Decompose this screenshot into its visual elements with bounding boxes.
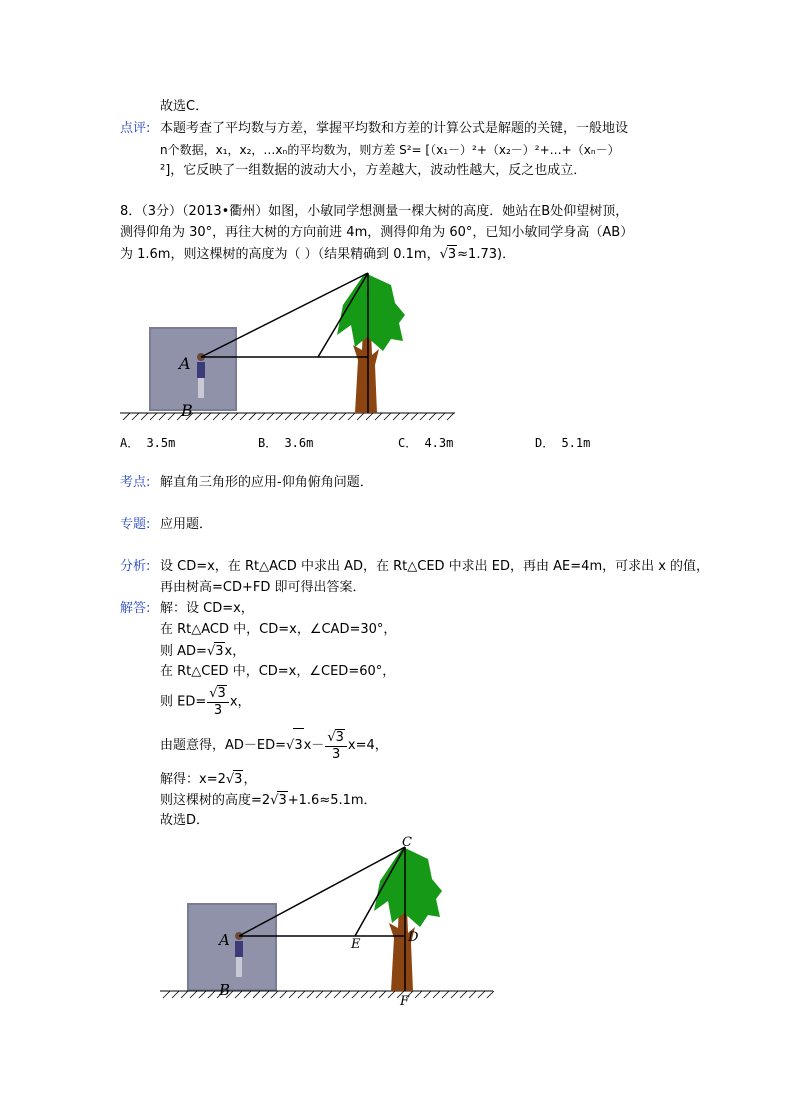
option-d: D． 5.1m (535, 436, 591, 450)
hatch-mark (262, 991, 269, 998)
hatch-mark (253, 991, 260, 998)
hatch-mark (168, 413, 175, 420)
solution-line-4: 在 Rt△CED 中，CD=x，∠CED=60°， (160, 664, 396, 679)
hatch-mark (150, 413, 157, 420)
solution-line-5: 则 ED= $\frac{√3}{3}$ x， (160, 686, 251, 718)
hatch-mark (141, 413, 148, 420)
hatch-mark (303, 413, 310, 420)
label-a: A (179, 354, 191, 373)
hatch-mark (429, 413, 436, 420)
label-e: E (351, 937, 361, 952)
label-c: C (402, 835, 412, 850)
hatch-mark (132, 413, 139, 420)
review-line-1: 本题考查了平均数与方差，掌握平均数和方差的计算公式是解题的关键，一般地设 (160, 121, 629, 136)
girl-figure (197, 353, 205, 398)
solution-line-8: 则这棵树的高度=2√3+1.6≈5.1m． (160, 793, 377, 808)
hatch-mark (199, 991, 206, 998)
hatch-mark (276, 413, 283, 420)
figure-1 (115, 265, 465, 425)
hatch-mark (163, 991, 170, 998)
figure-2 (155, 835, 500, 1010)
hatch-mark (325, 991, 332, 998)
hatch-mark (213, 413, 220, 420)
hatch-mark (442, 991, 449, 998)
hatch-mark (415, 991, 422, 998)
hatch-mark (289, 991, 296, 998)
option-c: C． 4.3m (398, 436, 454, 450)
hatch-mark (316, 991, 323, 998)
hatch-mark (267, 413, 274, 420)
hatch-mark (222, 413, 229, 420)
label-b: B (181, 401, 193, 420)
zhuanti-text: 应用题． (160, 517, 213, 532)
hatch-mark (411, 413, 418, 420)
fenxi-line-2: 再由树高=CD+FD 即可得出答案． (160, 580, 366, 595)
hatch-mark (393, 413, 400, 420)
hatch-mark (204, 413, 211, 420)
hatch-mark (244, 991, 251, 998)
hatch-mark (123, 413, 130, 420)
hatch-mark (451, 991, 458, 998)
hatch-mark (280, 991, 287, 998)
label-b: B (219, 981, 231, 999)
review-line-3: ²]，它反映了一组数据的波动大小，方差越大，波动性越大，反之也成立． (160, 163, 587, 178)
solution-line-3: 则 AD=√3x， (160, 644, 246, 659)
solution-line-9: 故选D． (160, 813, 210, 828)
hatch-mark (469, 991, 476, 998)
label-f: F (400, 994, 410, 1009)
hatch-mark (366, 413, 373, 420)
tree (374, 847, 442, 991)
hatch-mark (312, 413, 319, 420)
hatch-mark (348, 413, 355, 420)
hatch-mark (307, 991, 314, 998)
hatch-mark (375, 413, 382, 420)
building (149, 327, 237, 411)
hatch-mark (420, 413, 427, 420)
solution-line-7: 解得：x=2√3， (160, 772, 257, 787)
label-d: D (408, 930, 419, 945)
hatch-mark (208, 991, 215, 998)
hatch-mark (388, 991, 395, 998)
label-a: A (219, 931, 230, 949)
hatch-mark (433, 991, 440, 998)
hatch-mark (438, 413, 445, 420)
hatch-mark (384, 413, 391, 420)
jieda-tag: 解答: (120, 601, 151, 616)
hatch-mark (235, 991, 242, 998)
question-line-3: 为 1.6m，则这棵树的高度为（ ）（结果精确到 0.1m，√3≈1.73)． (120, 247, 516, 262)
hatch-mark (285, 413, 292, 420)
hatch-mark (379, 991, 386, 998)
question-line-1: 8．（3分）（2013•衢州）如图，小敏同学想测量一棵大树的高度．她站在B处仰望树顶， (120, 204, 629, 219)
hatch-mark (258, 413, 265, 420)
hatch-mark (357, 413, 364, 420)
fenxi-line-1: 设 CD=x，在 Rt△ACD 中求出 AD，在 Rt△CED 中求出 ED，再由 AE=4m，可求出 x 的值， (160, 559, 710, 574)
hatch-mark (478, 991, 485, 998)
hatch-mark (294, 413, 301, 420)
question-line-2: 测得仰角为 30°，再往大树的方向前进 4m，测得仰角为 60°，已知小敏同学身高（AB） (120, 225, 634, 240)
solution-line-2: 在 Rt△ACD 中，CD=x，∠CAD=30°， (160, 622, 397, 637)
tree (337, 273, 405, 413)
kaodian-text: 解直角三角形的应用-仰角俯角问题． (160, 475, 373, 490)
kaodian-tag: 考点: (120, 475, 151, 490)
hatch-mark (370, 991, 377, 998)
hatch-mark (460, 991, 467, 998)
hatch-mark (343, 991, 350, 998)
ground-hatching (123, 413, 454, 420)
hatch-mark (339, 413, 346, 420)
option-b: B． 3.6m (258, 436, 314, 450)
review-line-2: n个数据，x₁，x₂，…xₙ的平均数为，则方差 S²= [（x₁－）²+（x₂－）²+…+（xₙ－） (160, 143, 620, 157)
hatch-mark (240, 413, 247, 420)
hatch-mark (487, 991, 494, 998)
hatch-mark (195, 413, 202, 420)
solution-line-1: 解：设 CD=x， (160, 601, 254, 616)
hatch-mark (447, 413, 454, 420)
hatch-mark (330, 413, 337, 420)
fenxi-tag: 分析: (120, 559, 151, 574)
solution-line-6: 由题意得，AD－ED=√3x－ $\frac{√3}{3}$ x=4， (160, 729, 388, 762)
hatch-mark (334, 991, 341, 998)
hatch-mark (231, 413, 238, 420)
review-tag: 点评: (120, 121, 151, 136)
hatch-mark (249, 413, 256, 420)
ground-hatching (163, 991, 494, 998)
hatch-mark (402, 413, 409, 420)
girl-figure (235, 932, 243, 977)
hatch-mark (190, 991, 197, 998)
sqrt-3: √3 (439, 247, 457, 262)
conclusion-prev: 故选C． (160, 99, 209, 114)
option-a: A． 3.5m (120, 436, 176, 450)
zhuanti-tag: 专题: (120, 517, 151, 532)
hatch-mark (321, 413, 328, 420)
hatch-mark (298, 991, 305, 998)
hatch-mark (172, 991, 179, 998)
hatch-mark (181, 991, 188, 998)
hatch-mark (271, 991, 278, 998)
hatch-mark (424, 991, 431, 998)
hatch-mark (361, 991, 368, 998)
building (187, 903, 277, 991)
hatch-mark (352, 991, 359, 998)
hatch-mark (159, 413, 166, 420)
